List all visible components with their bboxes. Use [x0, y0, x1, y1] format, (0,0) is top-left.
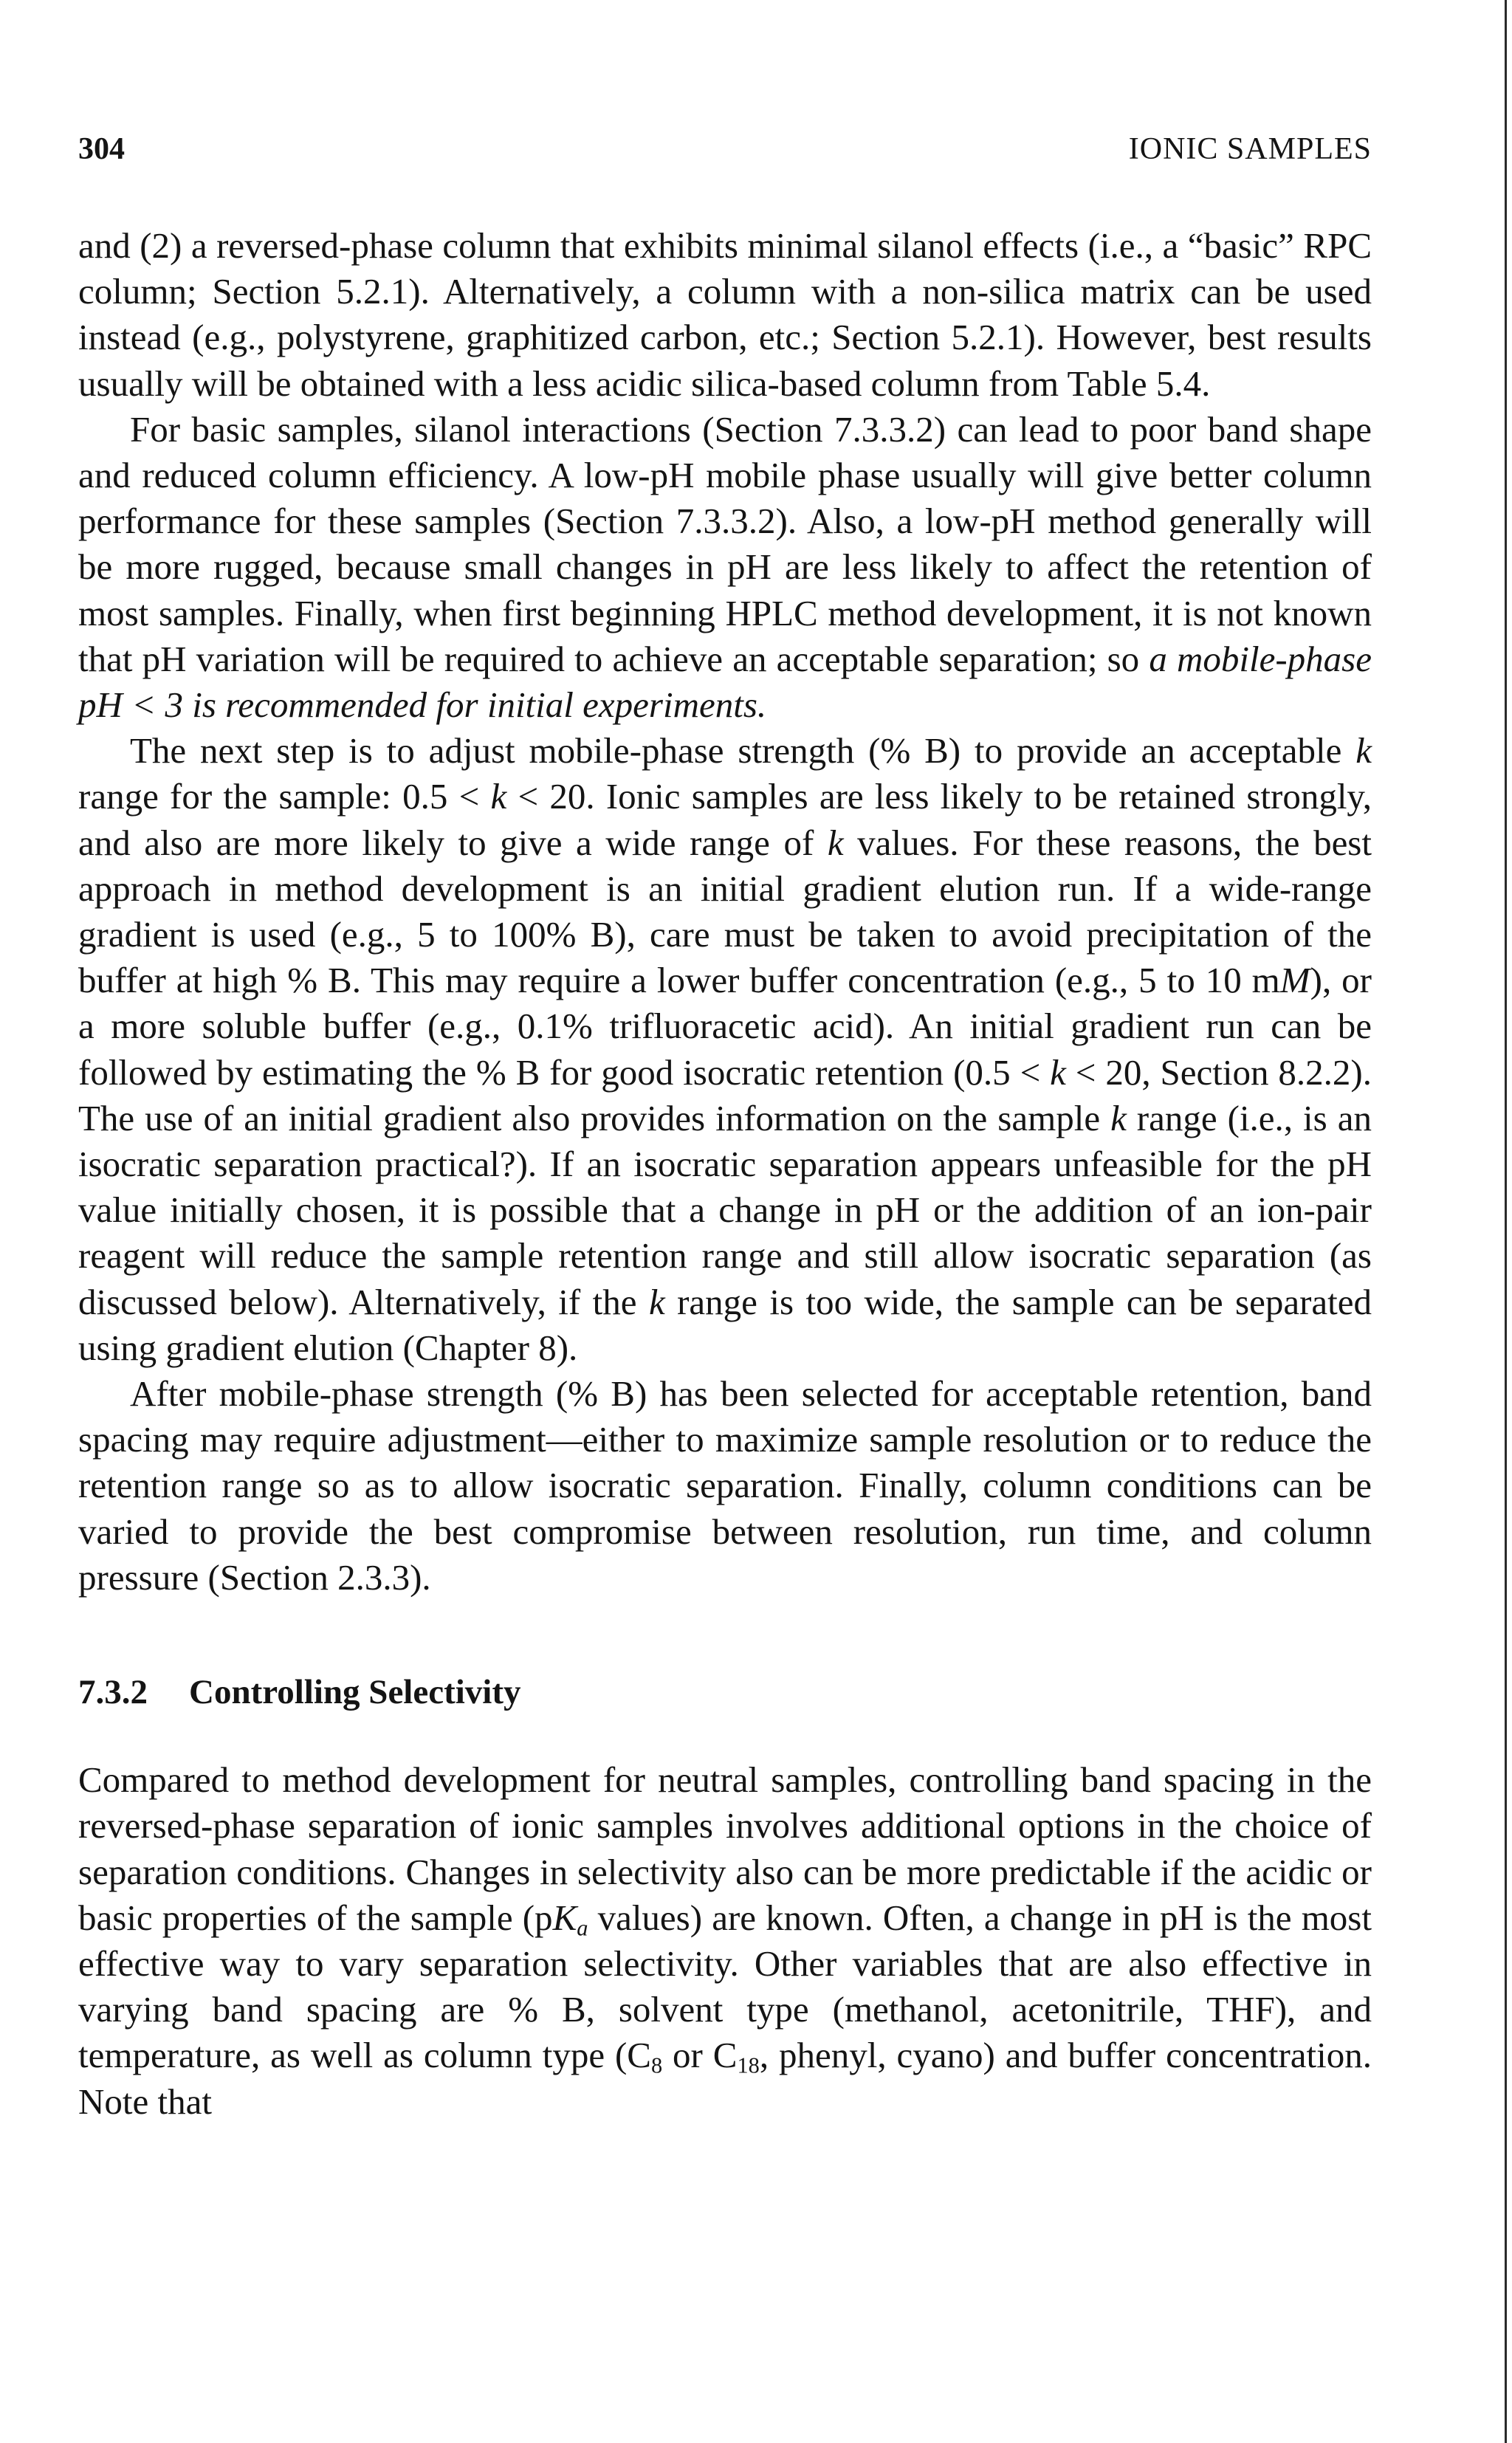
paragraph-2-text: For basic samples, silanol interactions (Section 7.3.3.2) can lead to poor band shape and reduced column efficiency. A low-pH mobile phase usually will give better column performance for these samples (Section 7.3.3.2). Also, a low-pH method generally will be more rugged, because small changes in pH are less likely to affect the retention of most samples. Finally, when first beginning HPLC method development, it is not known that pH variation will be required to achieve an acceptable separation; so	[78, 408, 1372, 679]
p3-seg-a: The next step is to adjust mobile-phase strength (% B) to provide an acceptable	[130, 730, 1356, 772]
c18-subscript: 18	[737, 2052, 760, 2078]
p3-k-symbol: k	[490, 776, 507, 817]
paragraph-mobile-phase-strength	[78, 728, 1372, 1371]
section-title: Controlling Selectivity	[189, 1673, 521, 1712]
paragraph-band-spacing	[78, 1371, 1372, 1601]
paragraph-selectivity	[78, 1757, 1372, 2125]
c8-subscript: 8	[650, 2052, 663, 2078]
s-seg-a: Compared to method development for neutral samples, controlling band spacing in the reversed-phase separation of ionic samples involves additional options in the choice of separation conditions. Changes in selectivity also can be more predictable if the acidic or basic properties of the sample (p	[78, 1759, 1372, 1938]
p3-k-symbol: k	[1050, 1051, 1066, 1093]
p3-seg-b: range for the sample: 0.5 <	[78, 776, 491, 817]
paragraph-2-emphasis: a mobile-phase pH < 3 is recommended for initial experiments.	[78, 638, 1372, 726]
page-edge	[1502, 0, 1512, 2443]
p3-seg-f: < 20, Section 8.2.2). The use of an initial gradient also provides information on the sample	[78, 1051, 1372, 1138]
p3-molar-symbol: M	[1279, 960, 1310, 1001]
s-seg-c: or C	[662, 2035, 738, 2076]
running-head: IONIC SAMPLES	[1128, 132, 1372, 166]
p3-k-symbol: k	[1355, 730, 1372, 772]
page-edge-rule	[1505, 0, 1507, 2443]
pka-symbol: K	[552, 1897, 577, 1938]
page-header	[78, 131, 1372, 176]
paragraph-1-text: and (2) a reversed-phase column that exhibits minimal silanol effects (i.e., a “basic” RPC column; Section 5.2.1). Alternatively, a column with a non-silica matrix can be used instead (e.g., polystyrene, graphitized carbon, etc.; Section 5.2.1). However, best results usually will be obtained with a less acidic silica-based column from Table 5.4.	[78, 225, 1372, 404]
p3-k-symbol: k	[1110, 1097, 1127, 1138]
p3-seg-e: ), or a more soluble buffer (e.g., 0.1% trifluoracetic acid). An initial gradient run can be followed by estimating the % B for good isocratic retention (0.5 <	[78, 960, 1372, 1093]
paragraph-basic-samples	[78, 407, 1372, 728]
section-heading	[78, 1669, 1372, 1715]
page-number: 304	[78, 132, 125, 166]
paragraph-4-text: After mobile-phase strength (% B) has been selected for acceptable retention, band spacing may require adjustment—either to maximize sample resolution or to reduce the retention range so as to allow isocratic separation. Finally, column conditions can be varied to provide the best compromise between resolution, run time, and column pressure (Section 2.3.3).	[78, 1373, 1372, 1598]
s-seg-b: values) are known. Often, a change in pH is the most effective way to vary separation selectivity. Other variables that are also effective in varying band spacing are % B, solvent type (methanol, acetonitrile, THF), and temperature, as well as column type (C	[78, 1897, 1372, 2076]
p3-seg-c: < 20. Ionic samples are less likely to be retained strongly, and also are more likely to give a wide range of	[78, 776, 1372, 863]
p3-k-symbol: k	[648, 1281, 665, 1322]
p3-seg-d: values. For these reasons, the best approach in method development is an initial gradient elution run. If a wide-range gradient is used (e.g., 5 to 100% B), care must be taken to avoid precipitation of the buffer at high % B. This may require a lower buffer concentration (e.g., 5 to 10 m	[78, 822, 1372, 1001]
page-body	[78, 223, 1372, 2125]
p3-seg-h: range is too wide, the sample can be separated using gradient elution (Chapter 8).	[78, 1281, 1372, 1368]
section-number: 7.3.2	[78, 1673, 148, 1712]
pka-subscript: a	[577, 1915, 588, 1941]
s-seg-d: , phenyl, cyano) and buffer concentration. Note that	[78, 2035, 1372, 2122]
p3-seg-g: range (i.e., is an isocratic separation practical?). If an isocratic separation appears unfeasible for the pH value initially chosen, it is possible that a change in pH or the addition of an ion-pair reagent will reduce the sample retention range and still allow isocratic separation (as discussed below). Alternatively, if the	[78, 1097, 1372, 1322]
paragraph-continued	[78, 223, 1372, 407]
p3-k-symbol: k	[827, 822, 844, 863]
